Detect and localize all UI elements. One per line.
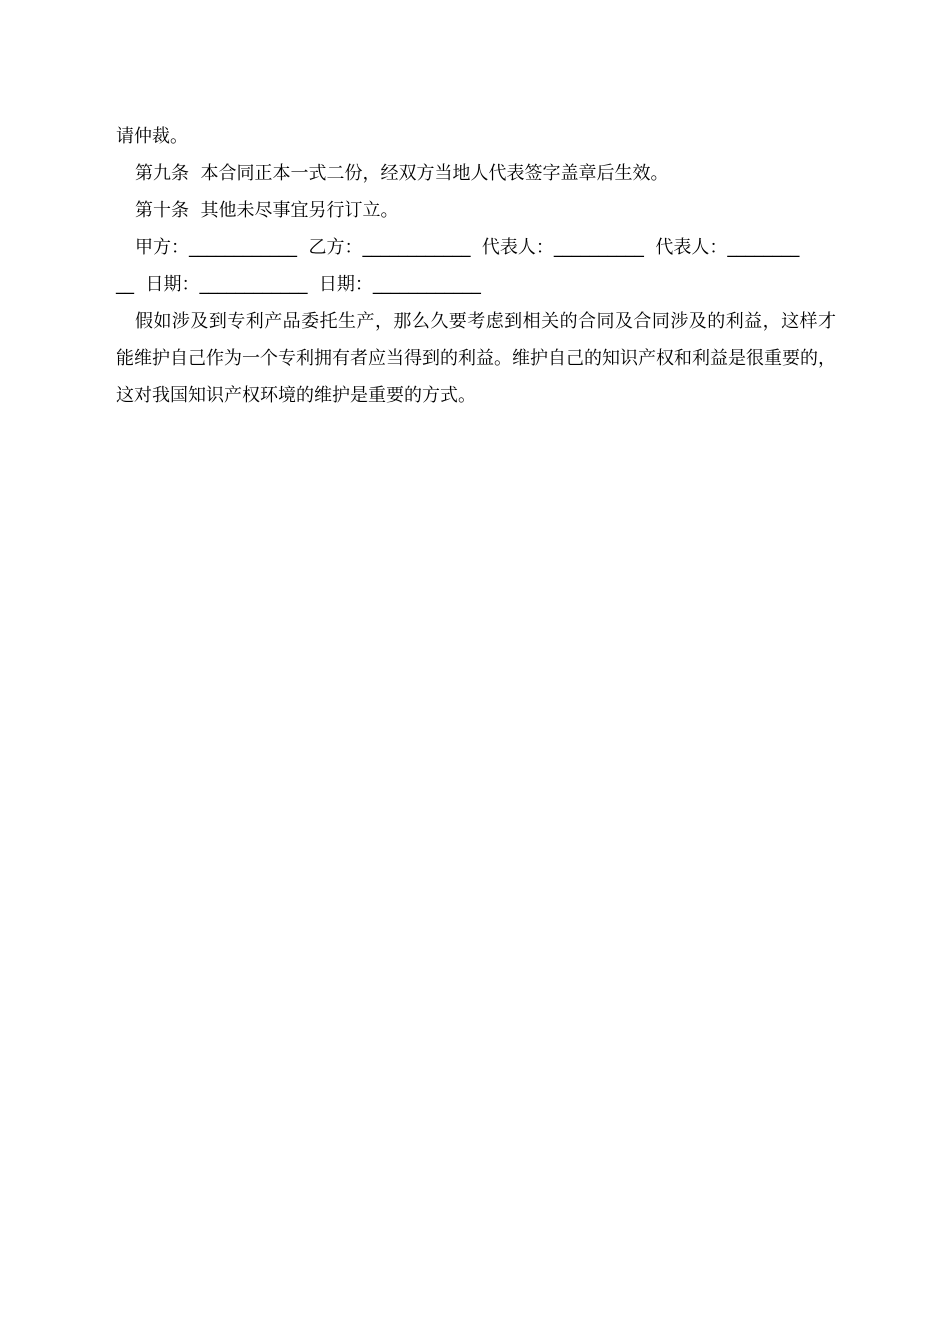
article-nine-line: 第九条 本合同正本一式二份，经双方当地人代表签字盖章后生效。	[135, 163, 669, 184]
arbitration-text-line: 请仲裁。	[116, 126, 188, 147]
article-ten-line: 第十条 其他未尽事宜另行订立。	[135, 200, 399, 221]
signature-dates-line: __ 日期：____________ 日期：____________	[116, 274, 481, 295]
closing-paragraph: 假如涉及到专利产品委托生产，那么久要考虑到相关的合同及合同涉及的利益，这样才能维护自己作为一个专利拥有者应当得到的利益。维护自己的知识产权和利益是很重要的，这对我国知识产权环境的维护是重要的方式。	[116, 311, 836, 406]
signature-parties-line: 甲方：____________ 乙方：____________ 代表人：__________ 代表人：________	[135, 237, 800, 258]
document-body	[116, 118, 836, 414]
